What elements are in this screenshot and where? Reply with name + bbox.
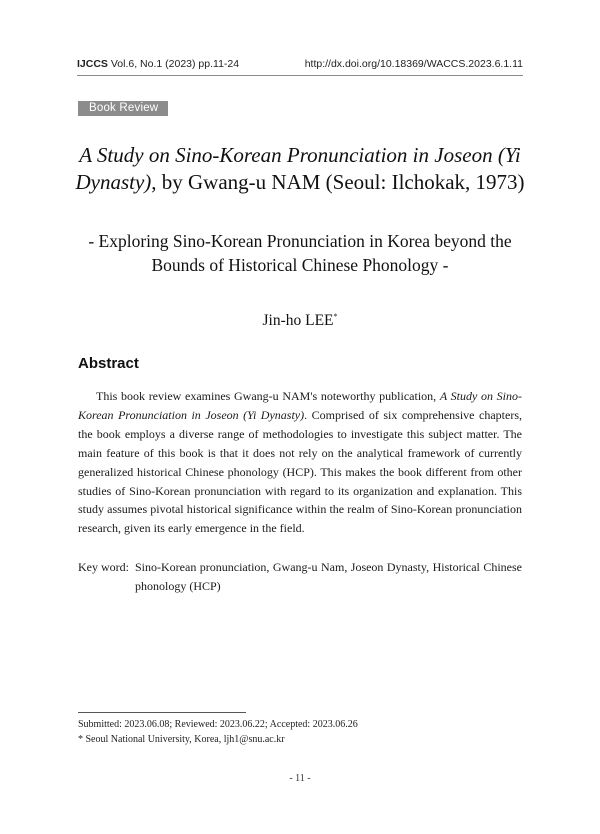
header-divider: [77, 75, 523, 76]
article-title: [70, 142, 530, 196]
author-name: Jin-ho LEE: [262, 312, 334, 330]
footnotes: [78, 717, 522, 747]
title-book-name: A Study on Sino-Korean Pronunciation in Joseon (Yi Dynasty): [75, 143, 521, 194]
page-number: - 11 -: [289, 773, 311, 784]
abstract-text-rest: . Comprised of six comprehensive chapters, the book employs a diverse range of methodologies to investigate this subject matter. The main feature of this book is that it does not rely on the analytical framework of currently generalized historical Chinese phonology (HCP). This makes the book different from other studies of Sino-Korean pronunciation with regard to its organization and explanation. This study assumes pivotal historical significance within the realm of Sino-Korean pronunciation research, given its early emergence in the field.: [78, 407, 523, 536]
abstract-text-start: This book review examines Gwang-u NAM's noteworthy publication,: [96, 389, 440, 403]
author-affiliation: * Seoul National University, Korea, ljh1@snu.ac.kr: [78, 734, 285, 745]
abstract-book-title: A Study on Sino-Korean Pronunciation in Joseon (Yi Dynasty): [78, 389, 522, 422]
keywords-text: Sino-Korean pronunciation, Gwang-u Nam, Joseon Dynasty, Historical Chinese phonology (HCP): [135, 560, 522, 593]
abstract-paragraph: [78, 387, 522, 538]
footnote-divider: [78, 712, 246, 713]
article-subtitle: - Exploring Sino-Korean Pronunciation in Korea beyond the Bounds of Historical Chinese Phonology -: [88, 231, 512, 275]
title-book-details: , by Gwang-u NAM (Seoul: Ilchokak, 1973): [151, 170, 525, 194]
doi-link[interactable]: http://dx.doi.org/10.18369/WACCS.2023.6.1.11: [304, 58, 523, 70]
abstract-heading: Abstract: [78, 355, 139, 372]
keywords-label: Key word:: [78, 560, 129, 574]
article-type-badge: Book Review: [78, 101, 168, 116]
running-header: [77, 58, 523, 70]
keywords-block: [78, 558, 522, 596]
journal-abbr: IJCCS: [77, 58, 108, 70]
volume-info: Vol.6, No.1 (2023) pp.11-24: [110, 58, 240, 70]
author-footnote-marker: *: [333, 312, 338, 321]
journal-info: [77, 58, 239, 70]
author-line: [0, 312, 600, 330]
submission-dates: Submitted: 2023.06.08; Reviewed: 2023.06.22; Accepted: 2023.06.26: [78, 719, 358, 730]
